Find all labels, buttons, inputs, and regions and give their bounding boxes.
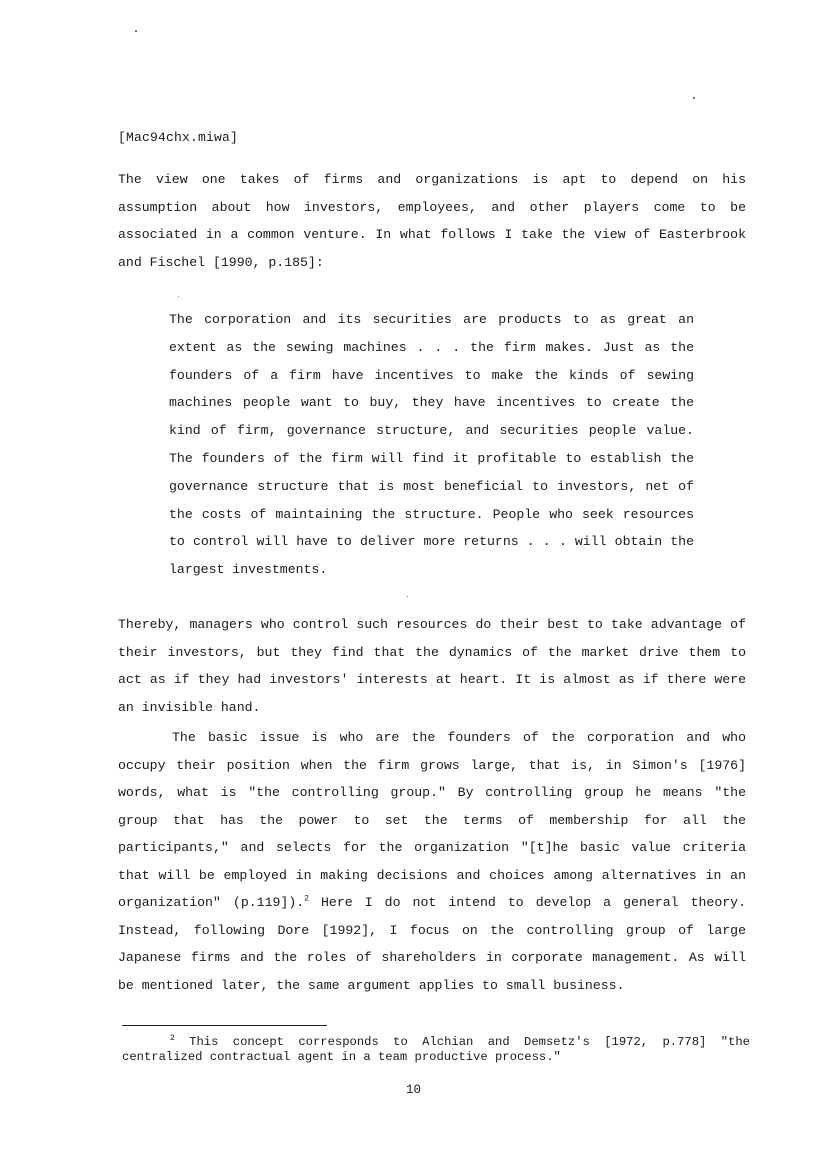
block-quote: The corporation and its securities are products to as great an extent as the sewing machines . . . the firm makes. Just as the founders of a firm have incentives to make the kinds of sewing machines people want to buy, they have incentives to create the kind of firm, governance structure, and securities people value. The founders of the firm will find it profitable to establish the governance structure that is most beneficial to investors, net of the costs of maintaining the structure. People who seek resources to control will have to deliver more returns . . . will obtain the largest investments. <box>169 312 694 578</box>
footnote <box>122 1035 750 1065</box>
footnote-divider <box>122 1025 327 1026</box>
page-number: 10 <box>405 1083 421 1097</box>
footnote-text: This concept corresponds to Alchian and Demsetz's [1972, p.778] "the centralized contractual agent in a team productive process." <box>122 1035 750 1064</box>
paragraph-intro: The view one takes of firms and organizations is apt to depend on his assumption about how investors, employees, and other players come to be associated in a common venture. In what follows I take the view of Easterbrook and Fischel [1990, p.185]: <box>118 172 746 271</box>
footnote-reference: 2 <box>304 894 309 904</box>
scan-speck <box>407 596 408 597</box>
scan-speck <box>135 30 137 32</box>
footnote-mark: 2 <box>170 1033 175 1043</box>
paragraph-text-part1: The basic issue is who are the founders of the corporation and who occupy their position when the firm grows large, that is, in Simon's [1976] words, what is "the controlling group." By controlling group he means "the group that has the power to set the terms of membership for all the participants," and selects for the organization "[t]he basic value criteria that will be employed in making decisions and choices among alternatives in an organization" (p.119]). <box>118 730 746 910</box>
paragraph-invisible-hand: Thereby, managers who control such resources do their best to take advantage of their investors, but they find that the dynamics of the market drive them to act as if they had investors' interests at heart. It is almost as if there were an invisible hand. <box>118 617 746 716</box>
scan-speck <box>693 97 695 99</box>
scan-speck <box>178 296 179 297</box>
paragraph-controlling-group <box>118 724 746 999</box>
paragraph-text-part2: Here I do not intend to develop a general theory. Instead, following Dore [1992], I focus on the controlling group of large Japanese firms and the roles of shareholders in corporate management. As will be mentioned later, the same argument applies to small business. <box>118 895 746 993</box>
file-label: [Mac94chx.miwa] <box>118 130 239 145</box>
